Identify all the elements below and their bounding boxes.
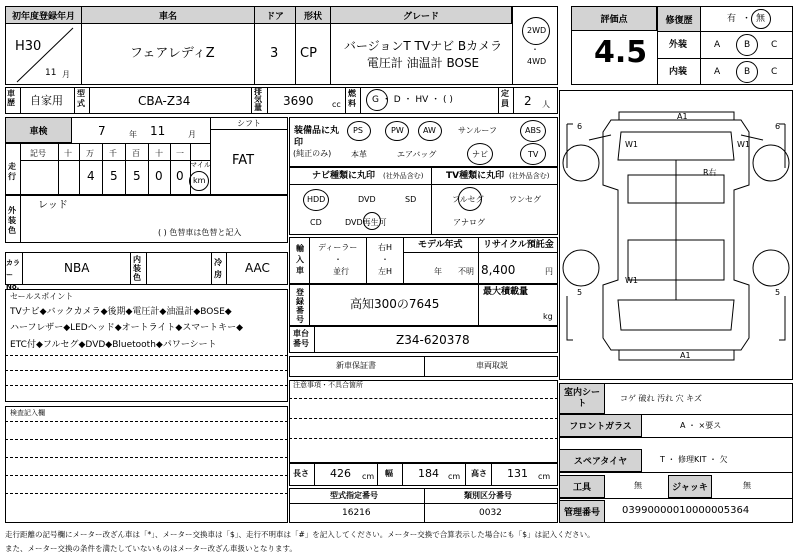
diagram-w1-right: W1 [737, 140, 750, 149]
equipment-sub: (純正のみ) [293, 149, 332, 158]
mileage-digit-3: 0 [155, 169, 163, 183]
interior-label: 内装 [669, 67, 688, 77]
exterior-opt-a: A [714, 40, 721, 50]
color-value: レッド [38, 200, 68, 211]
sales-line-1: TVナビ◆バックカメラ◆後期◆電圧計◆油温計◆BOSE◆ [10, 307, 232, 317]
fuel-label: 燃料 [348, 89, 356, 108]
windshield-label: フロントガラス [559, 414, 642, 437]
grade-value: バージョンT TVナビ Bカメラ 電圧計 油温計 BOSE [343, 39, 503, 70]
diagram-num-4: 5 [775, 288, 781, 297]
navi-type-sub: (社外品含む) [383, 172, 424, 180]
displacement-label: 排気量 [254, 87, 262, 112]
tools-value: 無 [634, 481, 642, 490]
recycle-label: リサイクル預託金 [483, 240, 554, 250]
mileage-sign-label: 記号 [30, 149, 46, 158]
repair-opt-yes: 有 [727, 14, 737, 24]
import-parallel: 並行 [333, 267, 349, 276]
reg-era-year: H30 [15, 39, 42, 54]
inspector-block [5, 406, 288, 523]
capacity-unit: 人 [542, 100, 550, 109]
model-year-value: 不明 [458, 267, 474, 276]
tv-analog: アナログ [453, 218, 485, 227]
capacity-label: 定員 [501, 89, 509, 108]
width-unit: cm [448, 472, 461, 481]
sales-line-3: ETC付◆フルセグ◆DVD◆Bluetooth◆パワーシート [10, 340, 217, 350]
shift-value: FAT [232, 153, 255, 168]
inspection-label: 車検 [5, 117, 72, 143]
reg-month: 11 [45, 68, 57, 78]
mileage-header-0: 十 [64, 149, 72, 158]
sales-points-label: セールスポイント [10, 292, 74, 301]
diagram-w1-left: W1 [625, 140, 638, 149]
interior-opt-a: A [714, 67, 721, 77]
exterior-b-circle [736, 34, 758, 56]
model-name-value: フェアレディZ [130, 46, 215, 61]
model-code-label: 型式 [77, 89, 85, 108]
inspection-month: 11 [150, 124, 166, 138]
reg-month-unit: 月 [62, 70, 70, 79]
diagram-w1-rear-left: W1 [625, 276, 638, 285]
mileage-label: 走行 [8, 162, 16, 181]
tv-type-sub: (社外品含む) [509, 172, 550, 180]
plate-value: 高知300の7645 [350, 297, 440, 311]
score-value: 4.5 [594, 35, 648, 70]
interior-color-label: 内装色 [133, 255, 141, 282]
mileage-digit-2: 5 [133, 169, 141, 183]
equip-navi: ナビ [472, 150, 488, 159]
max-load-label: 最大積載量 [483, 287, 529, 297]
navi-dvd: DVD [358, 195, 376, 204]
capacity-value: 2 [524, 94, 532, 108]
mileage-header-2: 千 [109, 149, 117, 158]
equip-leather: 本革 [351, 150, 367, 159]
jack-value: 無 [743, 481, 751, 490]
inspector-label: 検査記入欄 [10, 409, 45, 417]
model-code-value: CBA-Z34 [138, 94, 191, 108]
doors-value: 3 [270, 46, 279, 61]
mileage-header-5: 一 [176, 149, 184, 158]
displacement-unit: cc [332, 100, 341, 109]
handle-left: 左H [378, 267, 393, 276]
equip-ps: PS [353, 126, 363, 135]
mileage-header-3: 百 [132, 149, 140, 158]
shift-label: シフト [237, 119, 261, 128]
spare-label: スペアタイヤ [559, 449, 642, 472]
interior-opt-b: B [744, 67, 751, 77]
recycle-value: 8,400 [481, 263, 516, 277]
mileage-unit-km: km [193, 176, 206, 185]
diagram-num-2: 6 [775, 122, 781, 131]
length-label: 長さ [293, 469, 309, 478]
model-year-unit: 年 [434, 267, 442, 276]
seat-label: 室内シート [559, 383, 605, 414]
tv-fullseg: フルセグ [452, 195, 484, 204]
color-no-value: NBA [64, 261, 90, 275]
usage-row [5, 87, 558, 114]
windshield-options: A ・ ×要ス [680, 421, 722, 430]
width-value: 184 [418, 467, 439, 480]
diagram-num-3: 5 [577, 288, 583, 297]
notes-block [289, 380, 558, 463]
doors-label: ドア [254, 6, 296, 24]
equip-airbag: エアバッグ [397, 150, 437, 159]
mgmt-value: 03990000010000005364 [622, 505, 750, 516]
model-name-label: 車名 [81, 6, 255, 24]
diagram-a1-top: A1 [677, 112, 688, 121]
mileage-header-4: 十 [155, 149, 163, 158]
footer-line-1: 走行距離の記号欄にメーター改ざん車は「*」、メーター交換車は「$」、走行不明車は「#」を記入してください。メーター交換で合算表示した場合にも「$」は記入ください。 [5, 530, 595, 539]
length-unit: cm [362, 472, 375, 481]
equipment-label: 装備品に丸印 [294, 126, 340, 148]
tools-label: 工具 [559, 475, 605, 498]
jack-label: ジャッキ [668, 475, 712, 498]
color-no-label: カラーNo. [6, 259, 20, 291]
footer-line-2: また、メーター交換の条件を満たしていないものはメーター改ざん車扱いとなります。 [5, 544, 297, 553]
mileage-digit-1: 5 [110, 169, 118, 183]
navi-type-label: ナビ種類に丸印 [312, 171, 376, 181]
mileage-digit-4: 0 [176, 169, 184, 183]
body-shape-label: 形状 [295, 6, 331, 24]
interior-b-circle [736, 61, 758, 83]
mileage-digit-0: 4 [87, 169, 95, 183]
displacement-value: 3690 [283, 94, 314, 108]
equip-sunroof: サンルーフ [458, 126, 497, 135]
color-label: 外装色 [8, 206, 16, 235]
max-load-unit: kg [543, 312, 553, 321]
usage-value: 自家用 [30, 94, 63, 107]
interior-opt-c: C [771, 67, 778, 77]
height-label: 高さ [471, 469, 487, 478]
ac-label: 冷房 [214, 258, 222, 279]
score-label: 評価点 [571, 6, 657, 31]
inspection-year-unit: 年 [129, 130, 137, 139]
exterior-label: 外装 [669, 40, 688, 50]
plate-label: 登録番号 [296, 288, 304, 324]
height-unit: cm [538, 472, 551, 481]
import-label: 輸入車 [296, 244, 304, 275]
repair-label: 修復歴 [657, 6, 701, 32]
recycle-unit: 円 [545, 267, 553, 276]
sales-line-2: ハーフレザー◆LEDヘッド◆オートライト◆スマートキー◆ [10, 323, 244, 333]
mileage-header-1: 万 [86, 149, 94, 158]
usage-label: 車歴 [7, 89, 15, 107]
inspection-year: 7 [98, 124, 106, 138]
mgmt-label: 管理番号 [559, 500, 605, 523]
exterior-opt-c: C [771, 40, 778, 50]
diagram-num-1: 6 [577, 122, 583, 131]
diagram-rr: R右 [703, 168, 717, 177]
seat-options: コゲ 破れ 汚れ 穴 キズ [620, 394, 703, 403]
repair-dot: ・ [742, 14, 752, 24]
chassis-value: Z34-620378 [396, 333, 470, 347]
notes-label: 注意事項・不具合箇所 [293, 381, 363, 389]
color-note: ( ) 色替車は色替と記入 [158, 228, 242, 237]
height-value: 131 [507, 467, 528, 480]
spare-options: T ・ 修理KIT ・ 欠 [660, 455, 728, 464]
inspection-month-unit: 月 [188, 130, 196, 139]
model-year-label: モデル年式 [418, 240, 463, 250]
import-dot: ・ [334, 255, 342, 264]
category-label: 類別区分番号 [464, 491, 512, 500]
body-shape-value: CP [300, 46, 317, 61]
navi-cd: CD [310, 218, 322, 227]
diagram-a1-bottom: A1 [680, 351, 691, 360]
navi-dvd-play: DVD再生可 [345, 218, 387, 227]
reg-year-label: 初年度登録年月 [5, 6, 82, 24]
import-dealer: ディーラー [318, 243, 358, 252]
navi-sd: SD [405, 195, 417, 204]
ac-value: AAC [245, 261, 270, 275]
car-diagram [559, 90, 793, 380]
repair-opt-none: 無 [756, 14, 766, 24]
grade-label: グレード [330, 6, 512, 24]
type-designation-value: 16216 [342, 508, 371, 518]
width-label: 幅 [385, 469, 393, 478]
warranty-label: 新車保証書 [336, 361, 376, 370]
manual-label: 車両取説 [476, 361, 508, 370]
type-designation-label: 型式指定番号 [330, 491, 378, 500]
drive-2wd: 2WD [527, 26, 547, 35]
tv-oneseg: ワンセグ [509, 195, 541, 204]
equip-tv: TV [528, 150, 539, 159]
handle-right: 右H [378, 243, 393, 252]
equip-aw: AW [423, 126, 436, 135]
equip-pw: PW [391, 126, 404, 135]
handle-dot: ・ [381, 255, 389, 264]
fuel-options: G ・ D ・ HV ・ ( ) [372, 95, 453, 105]
length-value: 426 [330, 467, 351, 480]
drive-4wd: 4WD [527, 57, 547, 66]
chassis-label: 車台番号 [293, 329, 309, 348]
navi-hdd: HDD [307, 195, 326, 204]
equip-abs: ABS [525, 126, 541, 135]
drive-dot: ・ [531, 45, 539, 54]
reg-year-slash [5, 24, 82, 85]
category-value: 0032 [479, 508, 502, 518]
tv-type-label: TV種類に丸印 [446, 171, 505, 181]
exterior-opt-b: B [744, 40, 751, 50]
mileage-unit-mile: マイル [190, 161, 211, 169]
